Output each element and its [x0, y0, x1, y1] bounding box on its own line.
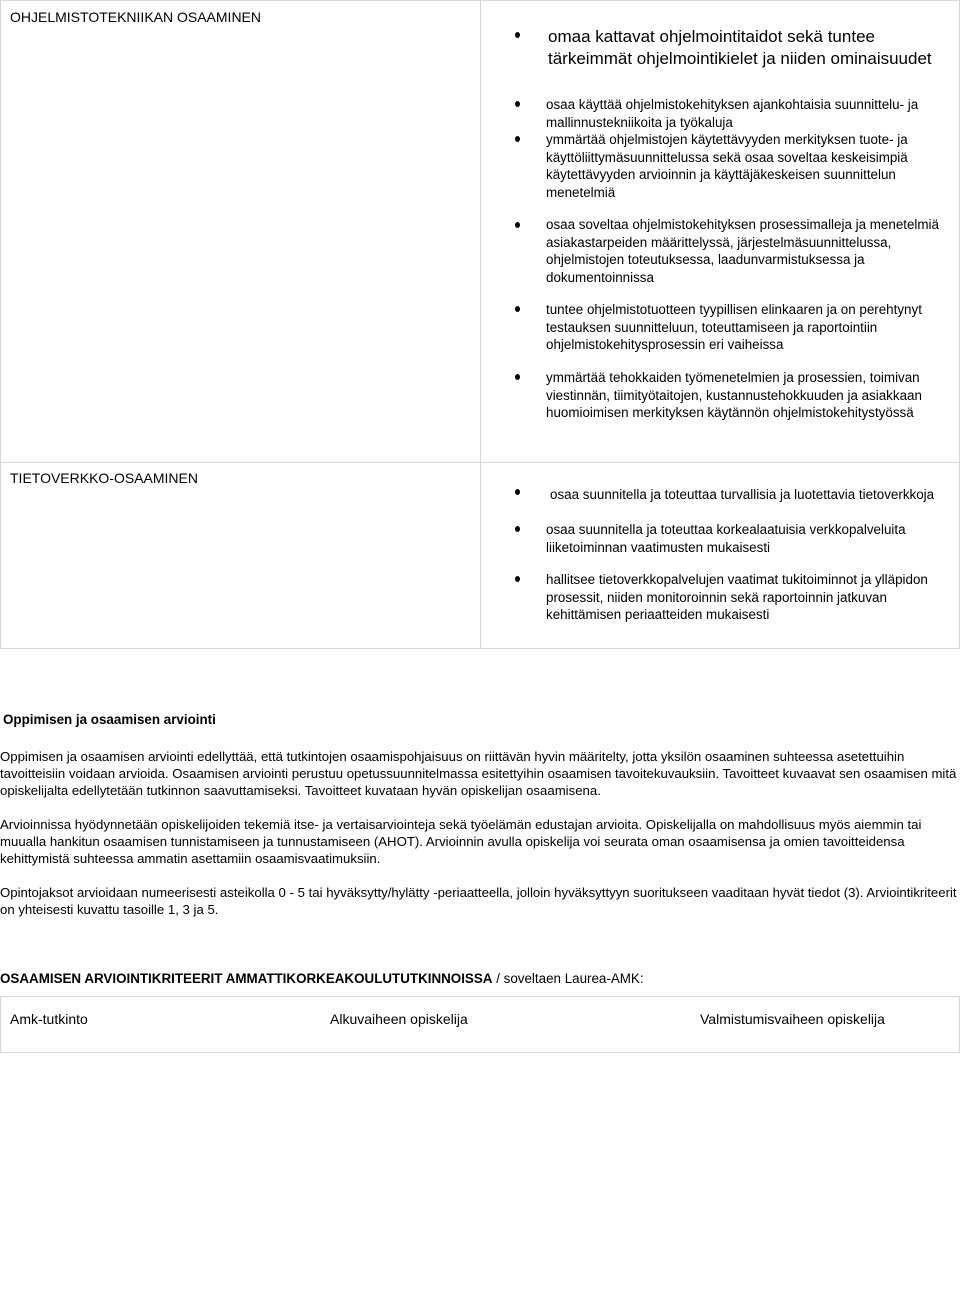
assessment-paragraph-3: Opintojaksot arvioidaan numeerisesti asteikolla 0 - 5 tai hyväksytty/hylätty -periaatteella, jolloin hyväksyttyyn suoritukseen vaaditaan hyvät tiedot (3). Arviointikriteerit on yhteisesti kuvattu tasoille 1, 3 ja 5. — [0, 885, 957, 918]
assessment-paragraph-2: Arvioinnissa hyödynnetään opiskelijoiden tekemiä itse- ja vertaisarviointeja sekä työelämän edustajan arvioita. Opiskelijalla on mahdollisuus myös aiemmin tai muualla hankitun osaamisen tunnistamiseen ja tunnustamiseen (AHOT). Arvioinnin avulla opiskelija voi seurata oman osaamisensa ja omien tavoitteidensa kehittymistä suhteessa ammatin asettamiin osaamisvaatimuksiin. — [0, 817, 922, 867]
assessment-paragraph-1: Oppimisen ja osaamisen arviointi edellyttää, että tutkintojen osaamispohjaisuus on riittävän hyvin määritelty, jotta yksilön osaaminen suhteessa asetettuihin tavoitteisiin voidaan arvioida. Osaamisen arviointi perustuu opetussuunnitelmassa esitettyihin osaamisen tavoitekuvauksiin. Tavoitteet kuvaavat sen osaamisen mitä opiskelijalta edellytetään tutkinnon saavuttamiseksi. Tavoitteet kuvataan hyvän opiskelijan osaamisena. — [0, 749, 957, 799]
competence-heading-software: OHJELMISTOTEKNIIKAN OSAAMINEN — [10, 9, 262, 25]
competence-row-2-label-cell — [0, 462, 481, 649]
competence-row-1-label-cell — [0, 0, 481, 463]
bullet-icon — [515, 101, 520, 107]
competence-item: hallitsee tietoverkkopalvelujen vaatimat tukitoiminnot ja ylläpidon prosessit, niiden monitoroinnin sekä raportoinnin jatkuvan kehittämisen periaatteiden mukaisesti — [546, 572, 928, 623]
criteria-heading-rest: / soveltaen Laurea-AMK: — [492, 971, 644, 986]
bullet-icon — [515, 526, 520, 532]
bullet-icon — [515, 576, 520, 582]
competence-heading-network: TIETOVERKKO-OSAAMINEN — [10, 470, 198, 486]
bullet-icon — [515, 489, 520, 495]
criteria-column-beginner: Alkuvaiheen opiskelija — [330, 1011, 468, 1027]
bullet-icon — [515, 136, 520, 142]
criteria-heading — [0, 970, 644, 987]
competence-item: osaa soveltaa ohjelmistokehityksen prosessimalleja ja menetelmiä asiakastarpeiden määrittelyssä, järjestelmäsuunnittelussa, ohjelmistojen toteutuksessa, laadunvarmistuksessa ja dokumentoinnissa — [546, 217, 939, 285]
competence-item: omaa kattavat ohjelmointitaidot sekä tuntee tärkeimmät ohjelmointikielet ja niiden ominaisuudet — [548, 27, 932, 68]
criteria-column-amk: Amk-tutkinto — [10, 1011, 88, 1027]
competence-item: osaa käyttää ohjelmistokehityksen ajankohtaisia suunnittelu- ja mallinnustekniikoita ja työkaluja — [546, 97, 919, 130]
competence-item: osaa suunnitella ja toteuttaa korkealaatuisia verkkopalveluita liiketoiminnan vaatimusten mukaisesti — [546, 522, 906, 555]
bullet-icon — [515, 32, 520, 38]
assessment-heading: Oppimisen ja osaamisen arviointi — [3, 712, 216, 727]
competence-item: osaa suunnitella ja toteuttaa turvallisia ja luotettavia tietoverkkoja — [550, 487, 935, 502]
criteria-column-graduating: Valmistumisvaiheen opiskelija — [700, 1011, 885, 1027]
bullet-icon — [515, 374, 520, 380]
competence-item: ymmärtää ohjelmistojen käytettävyyden merkityksen tuote- ja käyttöliittymäsuunnittelussa sekä osaa soveltaa keskeisimpiä käytettävyyden arvioinnin ja käyttäjäkeskeisen suunnittelun menetelmiä — [546, 132, 908, 200]
competence-item: tuntee ohjelmistotuotteen tyypillisen elinkaaren ja on perehtynyt testauksen suunnitteluun, toteuttamiseen ja raportointiin ohjelmistokehitysprosessin eri vaiheissa — [546, 302, 922, 353]
bullet-icon — [515, 306, 520, 312]
bullet-icon — [515, 222, 520, 228]
criteria-heading-bold: OSAAMISEN ARVIOINTIKRITEERIT AMMATTIKORKEAKOULUTUTKINNOISSA — [0, 971, 493, 986]
competence-item: ymmärtää tehokkaiden työmenetelmien ja prosessien, toimivan viestinnän, tiimityötaitojen, kustannustehokkuuden ja asiakkaan huomioimisen merkityksen käytännön ohjelmistokehitystyössä — [546, 370, 922, 421]
